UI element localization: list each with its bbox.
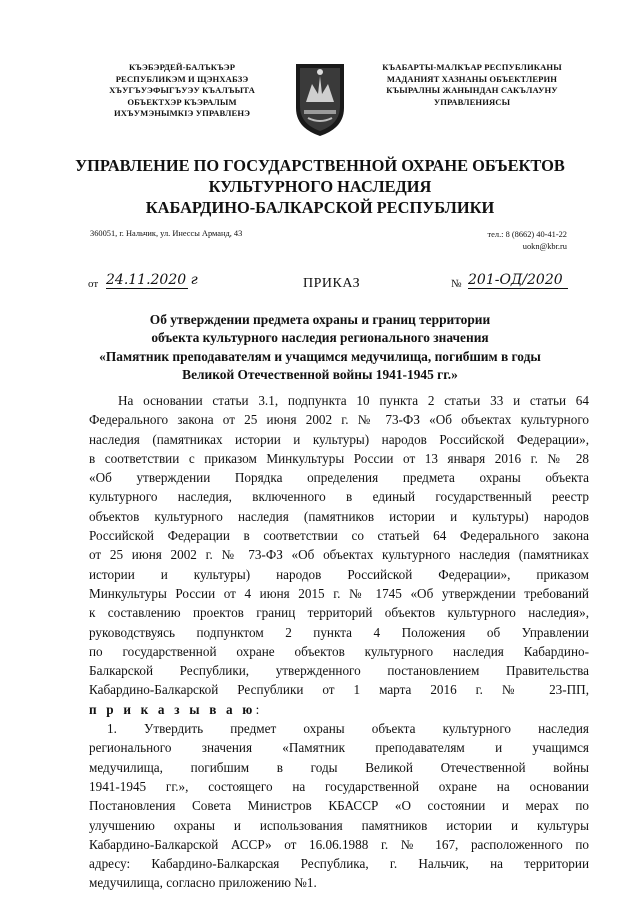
- body-line: от 25 июня 2002 г. № 73-ФЗ «Об объектах культурного наследия (памятниках: [89, 547, 589, 563]
- body-line: улучшению охраны и использования памятников истории и культуры: [89, 817, 589, 833]
- header-balkar-name: [372, 62, 572, 108]
- body-line: Федерального закона от 25 июня 2002 г. № 73-ФЗ «Об объектах культурного: [89, 412, 589, 428]
- body-line: медучилища, согласно приложению №1.: [89, 875, 317, 891]
- body-line: в соответствии с приказом Минкультуры России от 13 января 2016 г. № 28: [89, 450, 589, 466]
- header-right-line: КЪЫРАЛНЫ ЖАНЫНДАН САКЪЛАУНУ: [386, 85, 558, 96]
- body-line: по государственной охране объектов культурного наследия Кабардино-: [89, 643, 589, 659]
- organization-title-line: КУЛЬТУРНОГО НАСЛЕДИЯ: [208, 177, 432, 196]
- body-line: Балкарской Республики, утвержденного постановлением Правительства: [89, 663, 589, 679]
- body-line: к составлению проектов границ территорий объектов культурного наследия»,: [89, 605, 589, 621]
- order-directive-line: [89, 700, 589, 719]
- body-line: культурного наследия, включенного в единый государственный реестр: [89, 489, 589, 505]
- order-body: [89, 391, 589, 893]
- order-directive-colon: :: [255, 701, 260, 717]
- header-left-line: ИХЪУМЭНЫМКІЭ УПРАВЛЕНЭ: [113, 108, 251, 119]
- header-left-line: ХЪУГЪУЭФЫГЪУЭУ КЪАЛЪЫТА: [109, 85, 255, 96]
- header-right-line: КЪАБАРТЫ-МАЛКЪАР РЕСПУБЛИКАНЫ: [382, 62, 562, 72]
- subject-line: «Памятник преподавателям и учащимся медучилища, погибшим в годы: [99, 348, 541, 364]
- order-title: ПРИКАЗ: [303, 276, 361, 291]
- organization-title-line: УПРАВЛЕНИЕ ПО ГОСУДАРСТВЕННОЙ ОХРАНЕ ОБЪЕКТОВ: [75, 156, 565, 175]
- body-line: Российской Федерации в соответствии со статьей 64 Федерального закона: [89, 528, 589, 544]
- organization-contacts: [488, 229, 567, 253]
- organization-title: [60, 155, 580, 218]
- body-line: истории и культуры) народов Российской Федерации», приказом: [89, 566, 589, 582]
- body-line: Кабардино-Балкарской Республики от 1 марта 2016 г. № 23-ПП,: [89, 682, 589, 698]
- header-left-line: ОБЪЕКТХЭР КЪЭРАЛЫМ: [127, 96, 237, 107]
- body-line: «Об утверждении Порядка определения предмета охраны объекта: [89, 470, 589, 486]
- header-left-line: КЪЭБЭРДЕЙ-БАЛЪКЪЭР: [128, 62, 236, 72]
- body-line: объектов культурного наследия (памятников истории и культуры) народов: [89, 508, 589, 524]
- body-line: Кабардино-Балкарской АССР» от 16.06.1988 г. № 167, расположенного по: [89, 836, 589, 852]
- order-directive-word: п р и к а з ы в а ю: [89, 701, 256, 717]
- order-meta-line: [88, 272, 568, 296]
- order-number-handwritten: 201-ОД/2020: [468, 272, 568, 289]
- subject-line: Об утверждении предмета охраны и границ территории: [149, 312, 491, 327]
- header-right-line: УПРАВЛЕНИЯСЫ: [433, 96, 511, 107]
- subject-line: объекта культурного наследия регионального значения: [151, 330, 489, 346]
- body-line: На основании статьи 3.1, подпункта 10 пункта 2 статьи 33 и статьи 64: [118, 393, 589, 408]
- coat-of-arms-icon: [292, 58, 348, 138]
- header-left-line: РЕСПУБЛИКЭМ И ЩЭНХАБЗЭ: [115, 73, 249, 84]
- organization-email: uokn@kbr.ru: [522, 242, 567, 251]
- organization-address: 360051, г. Нальчик, ул. Инессы Арманд, 43: [90, 229, 243, 238]
- body-line: регионального значения «Памятник преподавателям и учащимся: [89, 740, 589, 756]
- body-line: руководствуясь подпунктом 2 пункта 4 Положения об Управлении: [89, 624, 589, 640]
- body-line: медучилища, погибшим в годы Великой Отечественной войны: [89, 759, 589, 775]
- subject-line: Великой Отечественной войны 1941-1945 гг.»: [182, 367, 458, 383]
- body-line: 1941-1945 гг.», состоящего на государственной охране на основании: [89, 778, 589, 794]
- order-number-prefix: №: [451, 278, 462, 290]
- organization-title-line: КАБАРДИНО-БАЛКАРСКОЙ РЕСПУБЛИКИ: [145, 198, 495, 217]
- header-right-line: МАДАНИЯТ ХАЗНАНЫ ОБЪЕКТЛЕРИН: [386, 73, 558, 84]
- order-date-handwritten: 24.11.2020 г: [106, 272, 198, 288]
- body-line: 1. Утвердить предмет охраны объекта культурного наследия: [107, 721, 589, 737]
- order-date-prefix: от: [88, 278, 99, 290]
- body-line: Постановления Совета Министров КБАССР «О состоянии и мерах по: [89, 798, 589, 814]
- organization-phone: тел.: 8 (8662) 40-41-22: [487, 230, 567, 239]
- header-kabardian-name: [82, 62, 282, 120]
- body-line: наследия (памятниках истории и культуры) народов Российской Федерации»,: [89, 431, 589, 447]
- order-subject: [70, 311, 570, 385]
- body-line: адресу: Кабардино-Балкарская Республика, г. Нальчик, на территории: [89, 856, 589, 872]
- body-line: Минкультуры России от 4 июня 2015 г. № 1745 «Об утверждении требований: [89, 585, 589, 601]
